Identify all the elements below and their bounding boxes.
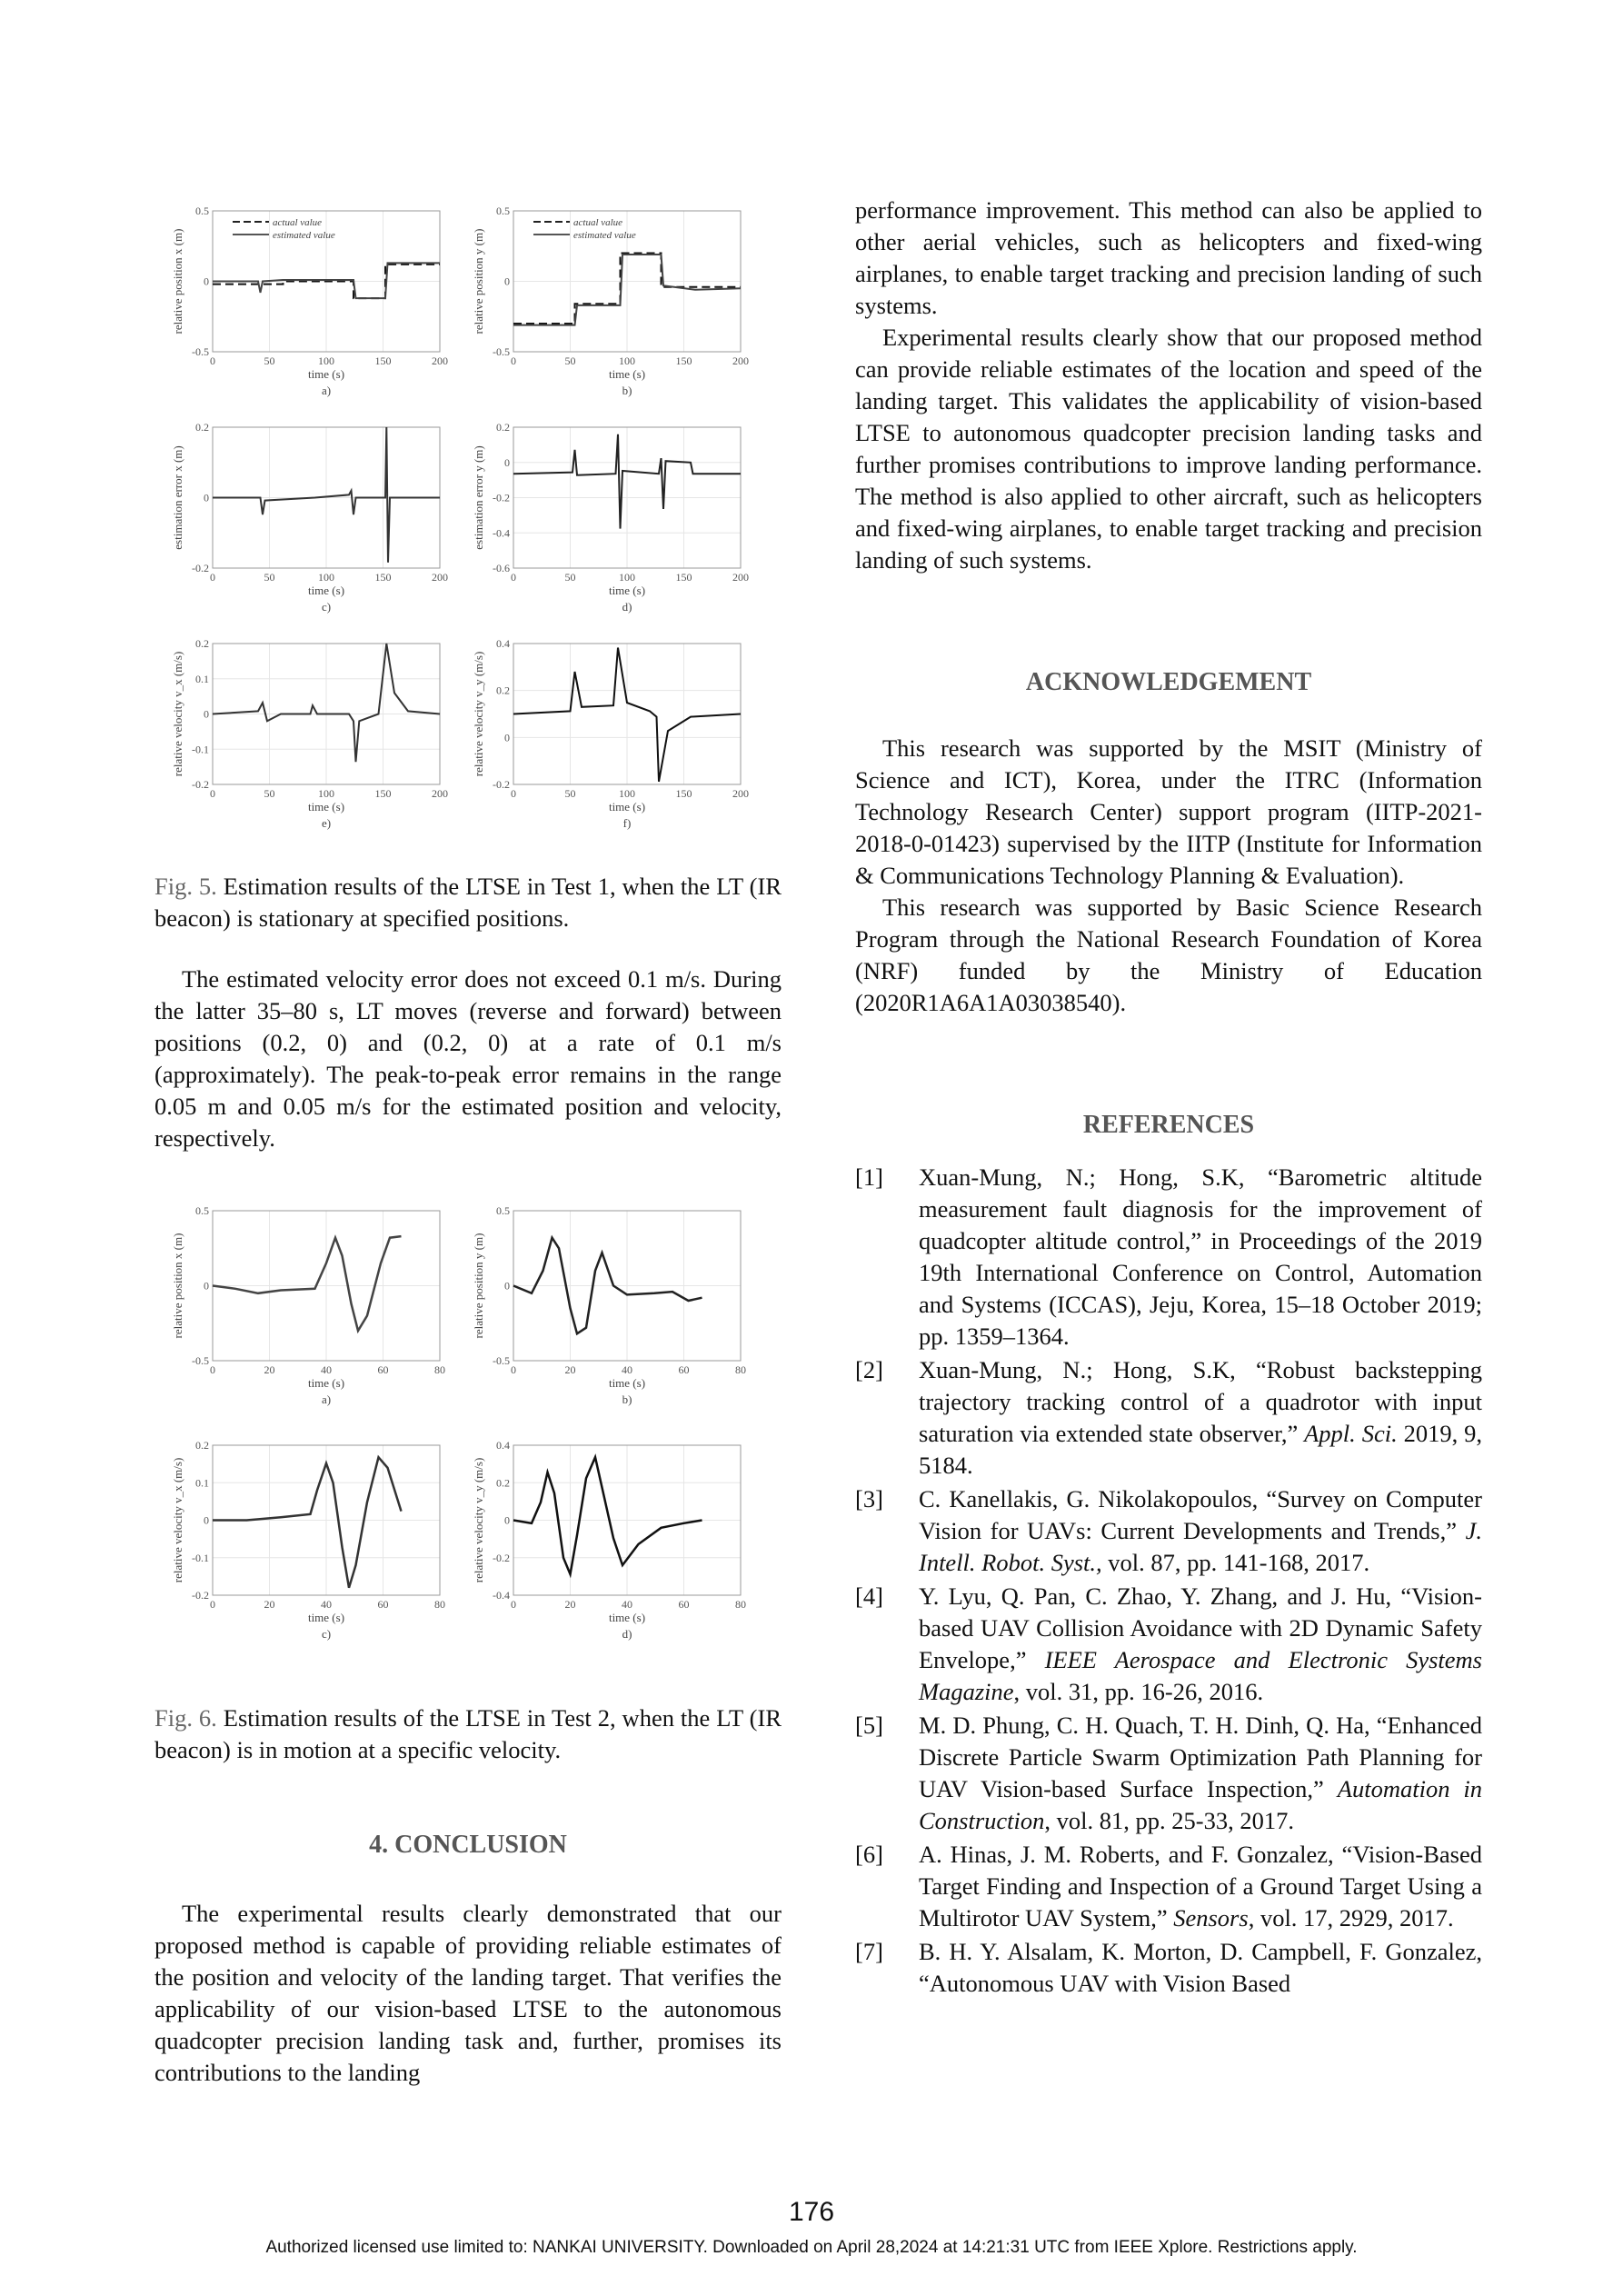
figure-5-plots bbox=[154, 200, 772, 854]
x-tick-label: 200 bbox=[432, 571, 448, 584]
y-tick-label: 0.5 bbox=[195, 205, 209, 217]
y-tick-label: 0 bbox=[204, 1513, 209, 1527]
figure-6-caption bbox=[154, 1702, 782, 1766]
reference-number: [2] bbox=[855, 1356, 883, 1383]
reference-number: [5] bbox=[855, 1712, 883, 1739]
plot-panel bbox=[171, 1439, 445, 1641]
y-tick-label: 0 bbox=[204, 491, 209, 504]
x-tick-label: 0 bbox=[210, 1363, 215, 1376]
page-number: 176 bbox=[788, 2197, 835, 2227]
y-axis-label: relative position y (m) bbox=[472, 1233, 485, 1339]
x-tick-label: 100 bbox=[318, 571, 334, 584]
x-tick-label: 0 bbox=[511, 1363, 516, 1376]
reference-item bbox=[855, 1710, 1482, 1837]
subfigure-label: e) bbox=[321, 816, 332, 830]
x-tick-label: 150 bbox=[374, 571, 392, 584]
x-tick-label: 80 bbox=[434, 1598, 445, 1611]
conclusion-heading: 4. CONCLUSION bbox=[369, 1831, 567, 1859]
data-series-line bbox=[213, 1236, 402, 1331]
reference-number: [3] bbox=[855, 1485, 883, 1512]
right-paragraph-1: performance improvement. This method can also be applied to other aerial vehicles, such as helicopters and fixed-wing airplanes, to enable target tracking and precision landing of such systems. bbox=[855, 196, 1482, 319]
x-tick-label: 50 bbox=[564, 354, 576, 367]
y-axis-label: relative velocity v_x (m/s) bbox=[171, 651, 184, 777]
x-tick-label: 0 bbox=[511, 1598, 516, 1611]
y-tick-label: -0.2 bbox=[192, 778, 209, 791]
x-tick-label: 40 bbox=[321, 1363, 332, 1376]
subfigure-label: c) bbox=[321, 600, 332, 614]
y-tick-label: 0.2 bbox=[195, 1439, 209, 1452]
y-tick-label: 0.4 bbox=[496, 1439, 510, 1452]
y-tick-label: 0 bbox=[204, 275, 209, 288]
x-tick-label: 0 bbox=[511, 571, 516, 584]
legend-label: estimated value bbox=[573, 230, 636, 241]
acknowledgement-heading: ACKNOWLEDGEMENT bbox=[1025, 668, 1312, 696]
y-tick-label: 0.5 bbox=[195, 1204, 209, 1217]
reference-number: [1] bbox=[855, 1163, 883, 1191]
x-tick-label: 150 bbox=[374, 354, 392, 367]
y-tick-label: 0 bbox=[204, 1279, 209, 1293]
plot-panel bbox=[171, 1204, 445, 1406]
acknowledgement-paragraph-2: This research was supported by Basic Science Research Program through the National Research Foundation of Korea (NRF) funded by the Ministry of Education (2020R1A6A1A03038540). bbox=[855, 893, 1482, 1016]
x-tick-label: 80 bbox=[735, 1598, 746, 1611]
reference-item bbox=[855, 1354, 1482, 1482]
figure-6 bbox=[154, 1200, 772, 1654]
x-tick-label: 150 bbox=[675, 571, 692, 584]
x-tick-label: 50 bbox=[564, 787, 576, 800]
y-axis-label: estimation error x (m) bbox=[171, 445, 184, 550]
reference-text: B. H. Y. Alsalam, K. Morton, D. Campbell, F. Gonzalez, “Autonomous UAV with Vision Based bbox=[919, 1938, 1482, 1997]
plot-panel bbox=[472, 1439, 746, 1641]
x-tick-label: 0 bbox=[210, 787, 215, 800]
x-axis-label: time (s) bbox=[307, 1611, 345, 1624]
x-axis-label: time (s) bbox=[307, 367, 345, 381]
x-tick-label: 200 bbox=[432, 354, 448, 367]
x-tick-label: 0 bbox=[210, 354, 215, 367]
x-axis-label: time (s) bbox=[608, 584, 646, 597]
y-tick-label: -0.2 bbox=[192, 1589, 209, 1602]
x-tick-label: 200 bbox=[732, 354, 749, 367]
x-axis-label: time (s) bbox=[307, 1376, 345, 1390]
y-tick-label: 0.2 bbox=[195, 637, 209, 650]
references-heading-wrap bbox=[855, 1109, 1482, 1141]
x-tick-label: 200 bbox=[432, 787, 448, 800]
x-tick-label: 20 bbox=[264, 1363, 275, 1376]
x-tick-label: 100 bbox=[619, 787, 635, 800]
x-axis-label: time (s) bbox=[608, 1376, 646, 1390]
reference-text: Xuan-Mung, N.; Hong, S.K, “Barometric altitude measurement fault diagnosis for the improvement of quadcopter altitude control,” in Proceedings of the 2019 19th International Conference on Control, Automation and Systems (ICCAS), Jeju, Korea, 15–18 October 2019; pp. 1359–1364. bbox=[919, 1163, 1482, 1350]
y-axis-label: relative position y (m) bbox=[472, 228, 485, 334]
x-tick-label: 100 bbox=[619, 571, 635, 584]
y-tick-label: 0.2 bbox=[195, 421, 209, 434]
x-tick-label: 20 bbox=[564, 1363, 576, 1376]
y-axis-label: relative velocity v_x (m/s) bbox=[171, 1457, 184, 1583]
subfigure-label: b) bbox=[622, 1393, 632, 1406]
y-tick-label: -0.2 bbox=[493, 1551, 510, 1564]
left-body-paragraph bbox=[154, 963, 782, 1154]
x-tick-label: 20 bbox=[264, 1598, 275, 1611]
plot-panel bbox=[472, 421, 749, 614]
x-tick-label: 60 bbox=[377, 1598, 389, 1611]
y-tick-label: -0.5 bbox=[192, 345, 209, 358]
x-axis-label: time (s) bbox=[307, 584, 345, 597]
reference-text: C. Kanellakis, G. Nikolakopoulos, “Survey on Computer Vision for UAVs: Current Developments and Trends,” J. Intell. Robot. Syst., vol. 87, pp. 141-168, 2017. bbox=[919, 1485, 1482, 1576]
reference-number: [7] bbox=[855, 1938, 883, 1965]
subfigure-label: c) bbox=[321, 1627, 332, 1641]
subfigure-label: a) bbox=[321, 1393, 332, 1406]
x-tick-label: 0 bbox=[210, 571, 215, 584]
reference-number: [4] bbox=[855, 1582, 883, 1610]
legend-label: actual value bbox=[273, 217, 323, 228]
ack-heading-wrap bbox=[855, 666, 1482, 698]
y-tick-label: 0 bbox=[504, 455, 510, 469]
legend-label: actual value bbox=[573, 217, 623, 228]
reference-text: M. D. Phung, C. H. Quach, T. H. Dinh, Q. Ha, “Enhanced Discrete Particle Swarm Optimization Path Planning for UAV Vision-based Surface Inspection,” Automation in Construction, vol. 81, pp. 25-33, 2017. bbox=[919, 1712, 1483, 1834]
y-tick-label: 0 bbox=[504, 1513, 510, 1527]
x-tick-label: 150 bbox=[374, 787, 392, 800]
x-tick-label: 150 bbox=[675, 787, 692, 800]
x-tick-label: 80 bbox=[434, 1363, 445, 1376]
y-tick-label: 0.2 bbox=[496, 1476, 510, 1490]
x-tick-label: 50 bbox=[264, 787, 275, 800]
y-tick-label: 0.2 bbox=[496, 684, 510, 697]
y-tick-label: 0.5 bbox=[496, 1204, 510, 1217]
x-axis-label: time (s) bbox=[608, 1611, 646, 1624]
y-tick-label: -0.6 bbox=[493, 562, 510, 574]
legend-label: estimated value bbox=[273, 230, 335, 241]
y-tick-label: -0.4 bbox=[493, 1589, 510, 1602]
x-tick-label: 80 bbox=[735, 1363, 746, 1376]
reference-item bbox=[855, 1839, 1482, 1934]
subfigure-label: d) bbox=[622, 600, 632, 614]
data-series-line bbox=[513, 1457, 702, 1574]
data-series-line bbox=[213, 1457, 402, 1588]
y-tick-label: 0.4 bbox=[496, 637, 510, 650]
y-tick-label: -0.5 bbox=[493, 345, 510, 358]
x-tick-label: 200 bbox=[732, 571, 749, 584]
reference-text: Y. Lyu, Q. Pan, C. Zhao, Y. Zhang, and J. Hu, “Vision-based UAV Collision Avoidance with 2D Dynamic Safety Envelope,” IEEE Aerospace and Electronic Systems Magazine, vol. 31, pp. 16-26, 2016. bbox=[919, 1582, 1482, 1705]
y-tick-label: 0 bbox=[204, 707, 209, 721]
subfigure-label: a) bbox=[321, 384, 332, 397]
y-tick-label: -0.2 bbox=[493, 778, 510, 791]
x-axis-label: time (s) bbox=[608, 800, 646, 814]
y-tick-label: 0.2 bbox=[496, 421, 510, 434]
plot-panel bbox=[171, 421, 448, 614]
reference-item bbox=[855, 1162, 1482, 1353]
plot-panel bbox=[472, 205, 749, 397]
figure-5-label: Fig. 5. bbox=[154, 873, 217, 900]
right-paragraph-2: Experimental results clearly show that our proposed method can provide reliable estimates of the location and speed of the landing target. This validates the applicability of vision-based LTSE to autonomous quadcopter precision landing tasks and further promises contributions to improve landing performance. The method is also applied to other aircraft, such as helicopters and fixed-wing airplanes, to enable target tracking and precision landing of such systems. bbox=[855, 324, 1482, 574]
x-tick-label: 60 bbox=[377, 1363, 389, 1376]
conclusion-paragraph: The experimental results clearly demonstrated that our proposed method is capable of providing reliable estimates of the position and velocity of the landing target. That verifies the applicability of our vision-based LTSE to the autonomous quadcopter precision landing task and, further, promises its contributions to the landing bbox=[154, 1900, 782, 2086]
y-tick-label: 0.1 bbox=[195, 1476, 209, 1490]
y-axis-label: estimation error y (m) bbox=[472, 445, 485, 550]
y-tick-label: -0.1 bbox=[192, 1551, 209, 1564]
x-tick-label: 40 bbox=[622, 1363, 632, 1376]
y-tick-label: -0.5 bbox=[493, 1354, 510, 1367]
y-axis-label: relative velocity v_y (m/s) bbox=[472, 651, 485, 777]
y-axis-label: relative velocity v_y (m/s) bbox=[472, 1457, 485, 1583]
y-tick-label: 0.1 bbox=[195, 672, 209, 685]
conclusion-section bbox=[154, 1898, 782, 2089]
x-tick-label: 0 bbox=[210, 1598, 215, 1611]
right-body-top bbox=[855, 195, 1482, 576]
license-footer: Authorized licensed use limited to: NANKAI UNIVERSITY. Downloaded on April 28,2024 at 14:21:31 UTC from IEEE Xplore. Restrictions apply. bbox=[265, 2238, 1358, 2257]
y-tick-label: 0 bbox=[504, 275, 510, 288]
x-axis-label: time (s) bbox=[608, 367, 646, 381]
plot-panel bbox=[171, 205, 448, 397]
reference-item bbox=[855, 1936, 1482, 2000]
y-tick-label: 0 bbox=[504, 1279, 510, 1293]
subfigure-label: d) bbox=[622, 1627, 632, 1641]
x-tick-label: 100 bbox=[318, 787, 334, 800]
y-tick-label: -0.2 bbox=[192, 562, 209, 574]
x-tick-label: 50 bbox=[264, 571, 275, 584]
x-tick-label: 60 bbox=[678, 1598, 690, 1611]
figure-5-caption-text: Estimation results of the LTSE in Test 1, when the LT (IR beacon) is stationary at specified positions. bbox=[154, 873, 782, 932]
y-tick-label: 0.5 bbox=[496, 205, 510, 217]
x-tick-label: 0 bbox=[511, 787, 516, 800]
reference-text: Xuan-Mung, N.; Hong, S.K, “Robust backstepping trajectory tracking control of a quadrotor with input saturation via extended state observer,” Appl. Sci. 2019, 9, 5184. bbox=[919, 1356, 1482, 1479]
y-tick-label: -0.5 bbox=[192, 1354, 209, 1367]
reference-item bbox=[855, 1581, 1482, 1708]
plot-panel bbox=[472, 1204, 746, 1406]
x-tick-label: 40 bbox=[321, 1598, 332, 1611]
velocity-error-paragraph: The estimated velocity error does not exceed 0.1 m/s. During the latter 35–80 s, LT moves (reverse and forward) between positions (0.2, 0) and (0.2, 0) at a rate of 0.1 m/s (approximately). The peak-to-peak error remains in the range 0.05 m and 0.05 m/s for the estimated position and velocity, respectively. bbox=[154, 965, 782, 1152]
figure-5 bbox=[154, 200, 772, 854]
y-tick-label: -0.4 bbox=[493, 526, 510, 540]
acknowledgement-section bbox=[855, 733, 1482, 1019]
plot-panel bbox=[171, 637, 448, 830]
plot-panel bbox=[472, 637, 749, 830]
x-tick-label: 0 bbox=[511, 354, 516, 367]
reference-text: A. Hinas, J. M. Roberts, and F. Gonzalez, “Vision-Based Target Finding and Inspection of a Ground Target Using a Multirotor UAV System,” Sensors, vol. 17, 2929, 2017. bbox=[919, 1841, 1482, 1932]
subfigure-label: b) bbox=[622, 384, 632, 397]
reference-number: [6] bbox=[855, 1841, 883, 1868]
x-tick-label: 100 bbox=[619, 354, 635, 367]
figure-6-label: Fig. 6. bbox=[154, 1704, 217, 1732]
x-tick-label: 150 bbox=[675, 354, 692, 367]
reference-item bbox=[855, 1483, 1482, 1579]
references-heading: REFERENCES bbox=[1082, 1111, 1255, 1139]
x-tick-label: 60 bbox=[678, 1363, 690, 1376]
x-tick-label: 50 bbox=[564, 571, 576, 584]
y-axis-label: relative position x (m) bbox=[171, 1233, 184, 1339]
figure-5-caption bbox=[154, 871, 782, 934]
subfigure-label: f) bbox=[622, 816, 632, 830]
y-tick-label: 0 bbox=[504, 731, 510, 744]
y-axis-label: relative position x (m) bbox=[171, 228, 184, 334]
y-tick-label: -0.1 bbox=[192, 743, 209, 756]
figure-6-plots bbox=[154, 1200, 772, 1654]
acknowledgement-paragraph-1: This research was supported by the MSIT (Ministry of Science and ICT), Korea, under the ITRC (Information Technology Research Center) support program (IITP-2021-2018-0-01423) supervised by the IITP (Institute for Information & Communications Technology Planning & Evaluation). bbox=[855, 734, 1482, 889]
x-axis-label: time (s) bbox=[307, 800, 345, 814]
x-tick-label: 100 bbox=[318, 354, 334, 367]
x-tick-label: 40 bbox=[622, 1598, 632, 1611]
conclusion-heading-wrap bbox=[154, 1829, 782, 1861]
references-list bbox=[855, 1162, 1482, 2002]
x-tick-label: 50 bbox=[264, 354, 275, 367]
y-tick-label: -0.2 bbox=[493, 491, 510, 504]
figure-6-caption-text: Estimation results of the LTSE in Test 2, when the LT (IR beacon) is in motion at a specific velocity. bbox=[154, 1704, 782, 1763]
x-tick-label: 20 bbox=[564, 1598, 576, 1611]
x-tick-label: 200 bbox=[732, 787, 749, 800]
